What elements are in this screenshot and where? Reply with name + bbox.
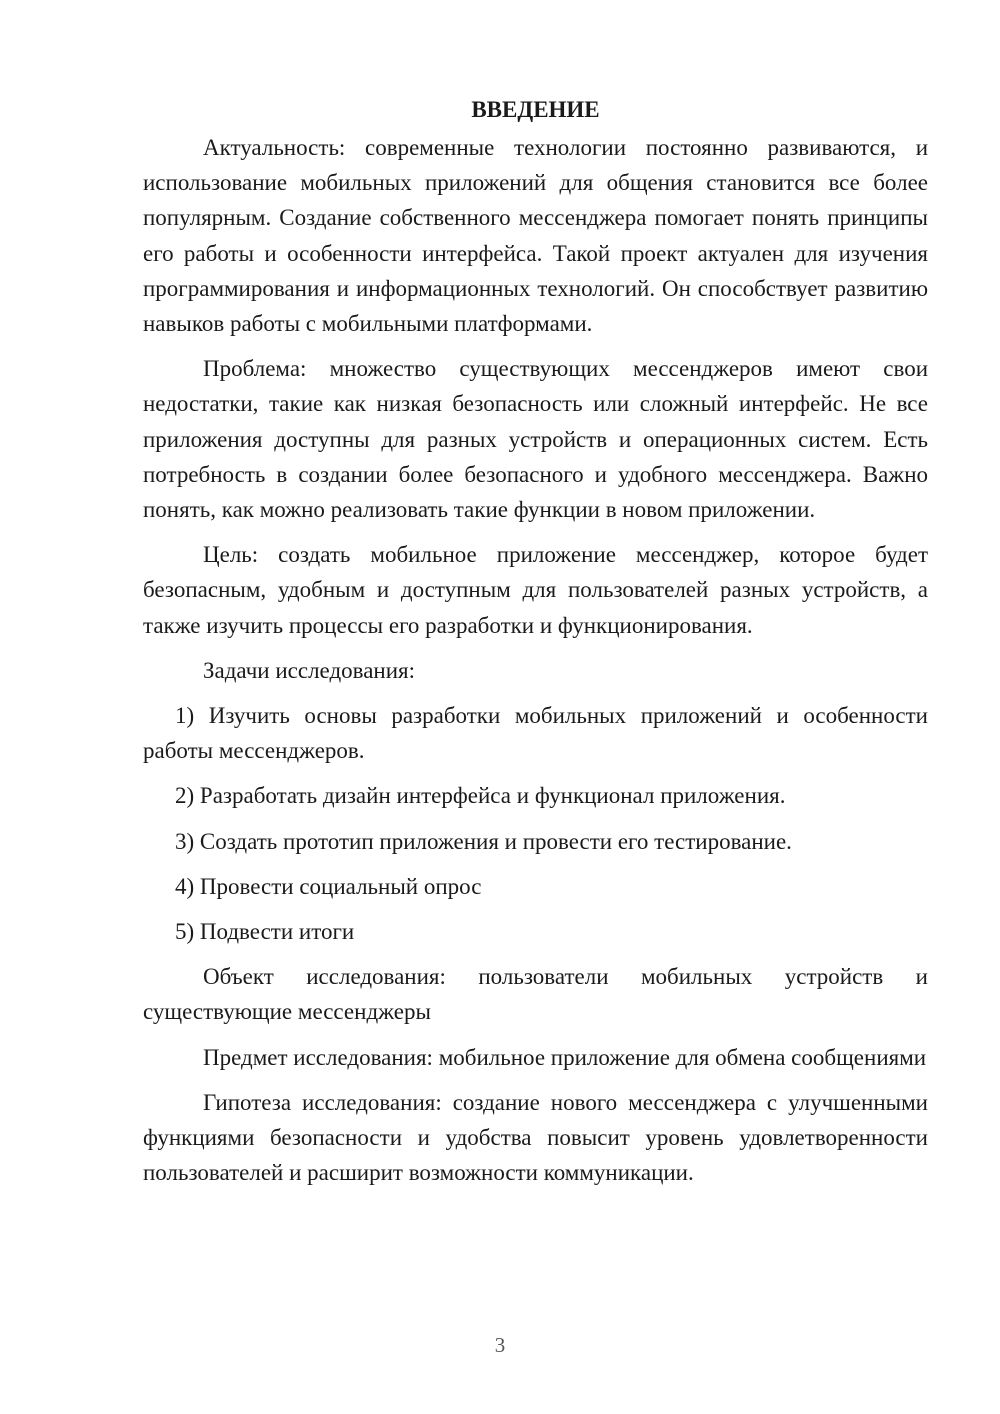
section-title: ВВЕДЕНИЕ [471, 97, 600, 122]
paragraph-hypothesis: Гипотеза исследования: создание нового мессенджера с улучшенными функциями безопасности и удобства повысит уровень удовлетворенности пользователей и расширит возможности коммуникации. [143, 1089, 928, 1186]
page-number: 3 [494, 1333, 506, 1357]
paragraph-object: Объект исследования: пользователи мобильных устройств и существующие мессенджеры [143, 964, 928, 1025]
task-item-5: 5) Подвести итоги [175, 919, 355, 945]
paragraph-relevance: Актуальность: современные технологии постоянно развиваются, и использование мобильных приложений для общения становится все более популярным. Создание собственного мессенджера помогает понять принципы его работы и особенности интерфейса. Такой проект актуален для изучения программирования и информационных технологий. Он способствует развитию навыков работы с мобильными платформами. [143, 135, 928, 337]
task-item-2: 2) Разработать дизайн интерфейса и функционал приложения. [175, 783, 786, 809]
task-item-1: 1) Изучить основы разработки мобильных приложений и особенности работы мессенджеров. [143, 703, 928, 764]
paragraph-problem: Проблема: множество существующих мессенджеров имеют свои недостатки, такие как низкая безопасность или сложный интерфейс. Не все приложения доступны для разных устройств и операционных систем. Есть потребность в создании более безопасного и удобного мессенджера. Важно понять, как можно реализовать такие функции в новом приложении. [143, 356, 928, 523]
document-page [143, 92, 928, 1200]
task-item-4: 4) Провести социальный опрос [175, 873, 482, 899]
paragraph-subject: Предмет исследования: мобильное приложение для обмена сообщениями [203, 1044, 927, 1070]
paragraph-goal: Цель: создать мобильное приложение мессенджер, которое будет безопасным, удобным и доступным для пользователей разных устройств, а также изучить процессы его разработки и функционирования. [143, 542, 928, 638]
task-item-3: 3) Создать прототип приложения и провести его тестирование. [175, 828, 792, 854]
paragraph-tasks-heading: Задачи исследования: [203, 657, 416, 683]
